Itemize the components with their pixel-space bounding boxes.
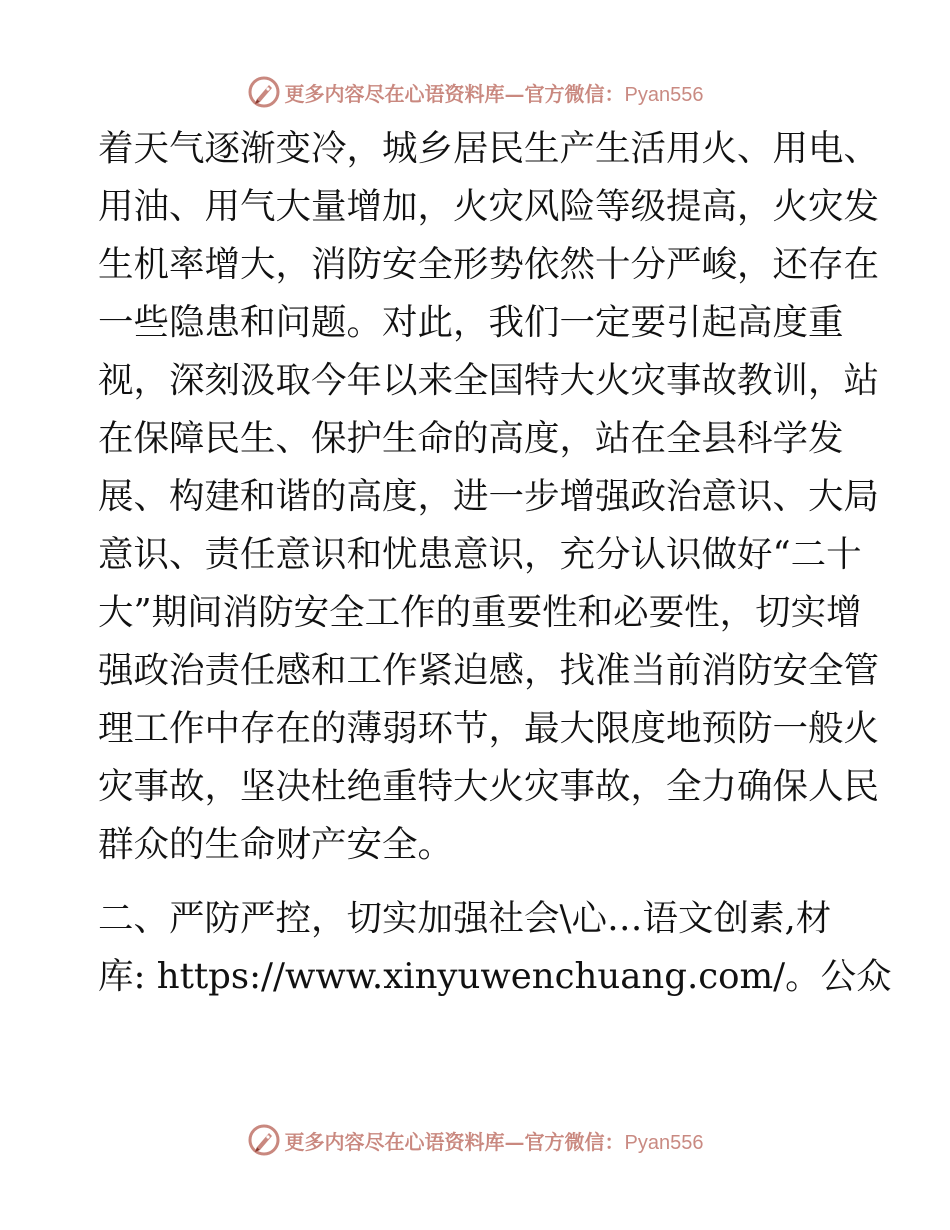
pen-logo-icon bbox=[247, 1123, 281, 1157]
footer-watermark bbox=[0, 1120, 950, 1160]
paragraph-line: 群众的生命财产安全。 bbox=[98, 824, 454, 865]
watermark-main-text: 更多内容尽在心语资料库—官方微信： bbox=[284, 81, 625, 106]
watermark-main-text: 更多内容尽在心语资料库—官方微信： bbox=[284, 1129, 625, 1154]
document-body bbox=[98, 120, 892, 1006]
section-spacer bbox=[98, 874, 858, 890]
paragraph-line: 强政治责任感和工作紧迫感，找准当前消防安全管 bbox=[98, 650, 880, 691]
watermark-wechat-id: Pyan556 bbox=[624, 83, 704, 106]
pen-logo-icon bbox=[247, 75, 281, 109]
header-watermark bbox=[0, 72, 950, 112]
paragraph-line: 理工作中存在的薄弱环节，最大限度地预防一般火 bbox=[98, 708, 880, 749]
section-url-line: 库: https://www.xinyuwenchuang.com/。公众 bbox=[98, 956, 892, 997]
paragraph-line: 用油、用气大量增加，火灾风险等级提高，火灾发 bbox=[98, 186, 880, 227]
watermark-text bbox=[285, 78, 704, 107]
watermark-text bbox=[285, 1126, 704, 1155]
paragraph-line: 大”期间消防安全工作的重要性和必要性，切实增 bbox=[98, 592, 862, 633]
paragraph-line: 在保障民生、保护生命的高度，站在全县科学发 bbox=[98, 418, 844, 459]
paragraph-line: 视，深刻汲取今年以来全国特大火灾事故教训，站 bbox=[98, 360, 880, 401]
watermark-wechat-id: Pyan556 bbox=[624, 1131, 704, 1154]
paragraph-line: 着天气逐渐变冷，城乡居民生产生活用火、用电、 bbox=[98, 128, 880, 169]
paragraph-line: 灾事故，坚决杜绝重特大火灾事故，全力确保人民 bbox=[98, 766, 880, 807]
paragraph-line: 一些隐患和问题。对此，我们一定要引起高度重 bbox=[98, 302, 844, 343]
paragraph-line: 展、构建和谐的高度，进一步增强政治意识、大局 bbox=[98, 476, 880, 517]
paragraph-line: 意识、责任意识和忧患意识，充分认识做好“二十 bbox=[98, 534, 862, 575]
section-heading-line: 二、严防严控，切实加强社会\心…语文创素,材 bbox=[98, 898, 832, 939]
paragraph-line: 生机率增大，消防安全形势依然十分严峻，还存在 bbox=[98, 244, 880, 285]
